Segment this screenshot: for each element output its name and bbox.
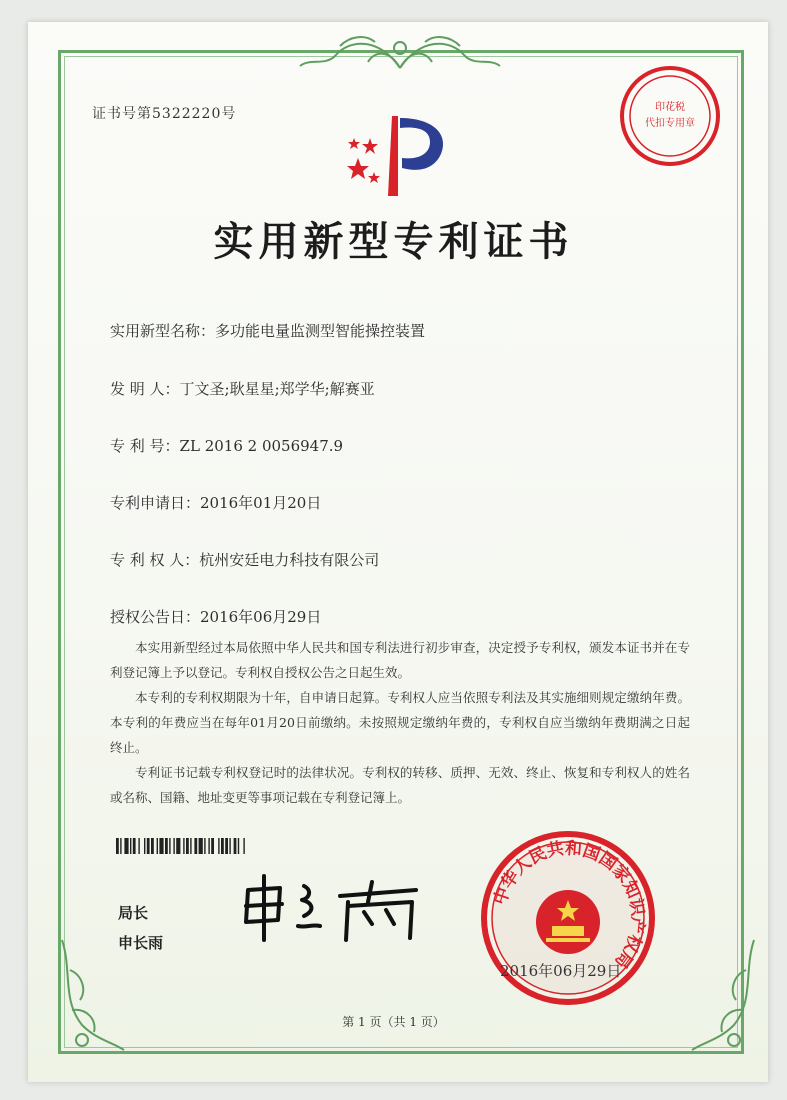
certificate-number: 证书号第5322220号: [92, 106, 237, 122]
body-paragraph: 本专利的专利权期限为十年，自申请日起算。专利权人应当依照专利法及其实施细则规定缴纳年费。本专利的年费应当在每年01月20日前缴纳。未按照规定缴纳年费的，专利权自应当缴纳年费期满之日起终止。: [110, 690, 690, 755]
patentee: 专 利 权 人：杭州安廷电力科技有限公司: [110, 551, 380, 569]
certificate-body: [110, 635, 690, 810]
body-paragraph: 本实用新型经过本局依照中华人民共和国专利法进行初步审查，决定授予专利权，颁发本证书并在专利登记簿上予以登记。专利权自授权公告之日起生效。: [110, 640, 690, 680]
signature: [240, 868, 430, 948]
inventors: 发 明 人：丁文圣;耿星星;郑学华;解赛亚: [110, 380, 375, 398]
patent-number: 专 利 号：ZL 2016 2 0056947.9: [110, 437, 344, 455]
tax-seal-text: 代扣专用章: [645, 118, 695, 129]
tax-seal: [618, 64, 722, 168]
top-ornament-icon: [280, 28, 520, 76]
seal-date: 2016年06月29日: [500, 962, 622, 980]
filing-date: 专利申请日：2016年01月20日: [110, 494, 322, 512]
official-title: 局长: [118, 904, 149, 922]
body-paragraph: 专利证书记载专利权登记时的法律状况。专利权的转移、质押、无效、终止、恢复和专利权人的姓名或名称、国籍、地址变更等事项记载在专利登记簿上。: [110, 765, 690, 805]
corner-ornament-icon: [684, 930, 764, 1060]
official-name: 申长雨: [118, 934, 164, 952]
tax-seal-text: 印花税: [655, 102, 685, 113]
certificate-title: 实用新型专利证书: [213, 218, 574, 265]
seal-ring-text: 中华人民共和国国家知识产权局: [490, 838, 648, 972]
utility-model-name: 实用新型名称：多功能电量监测型智能操控装置: [110, 322, 426, 340]
grant-date: 授权公告日：2016年06月29日: [110, 608, 322, 626]
page-number: 第 1 页（共 1 页）: [342, 1015, 445, 1029]
barcode: [116, 838, 316, 854]
patent-office-logo-icon: [340, 108, 460, 203]
